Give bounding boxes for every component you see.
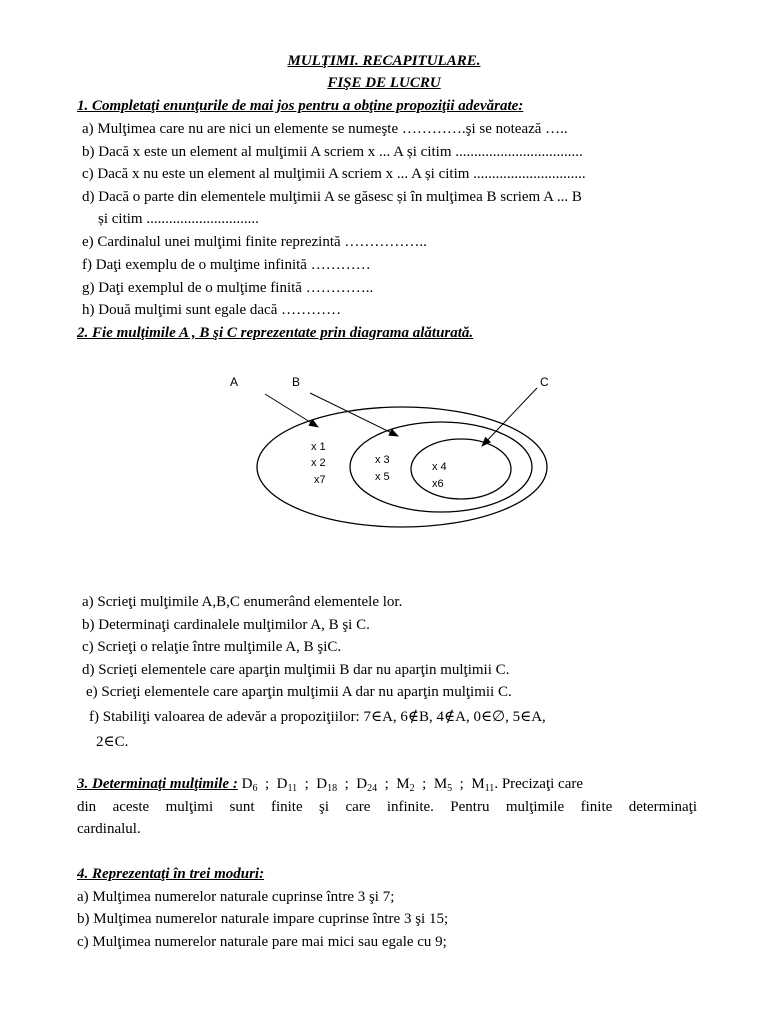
set-m11: $M_{11}$ [471, 776, 495, 794]
exercise-1-item-g: g) Daţi exemplul de o mulţime finită ………….. [82, 280, 374, 296]
element-x4: x 4 [432, 461, 447, 473]
element-x6: x6 [432, 478, 444, 490]
page-subtitle: FIŞE DE LUCRU [327, 75, 441, 91]
exercise-3-line-2: din aceste mulţimi sunt finite şi care infinite. Pentru mulţimile finite determinaţi [77, 799, 697, 815]
set-a-ellipse [257, 407, 547, 527]
arrow-b [310, 393, 398, 436]
exercise-2-heading: 2. Fie mulţimile A , B şi C reprezentate prin diagrama alăturată. [77, 325, 474, 341]
exercise-4-item-c: c) Mulţimea numerelor naturale pare mai mici sau egale cu 9; [77, 934, 447, 950]
label-set-b: B [292, 375, 301, 389]
exercise-2-item-f: f) Stabiliţi valoarea de adevăr a propoziţiilor: 7∈A, 6∉B, 4∉A, 0∈∅, 5∈A, [89, 709, 546, 725]
exercise-4-item-b: b) Mulţimea numerelor naturale impare cuprinse între 3 şi 15; [77, 911, 449, 927]
exercise-1-item-c: c) Dacă x nu este un element al mulţimii A scriem x ... A și citim .............................. [82, 166, 586, 182]
exercise-2-item-f-cont: 2∈C. [96, 734, 129, 750]
exercise-2-item-a: a) Scrieţi mulţimile A,B,C enumerând elementele lor. [82, 594, 403, 610]
exercise-2-item-e: e) Scrieţi elementele care aparţin mulţimii A dar nu aparţin mulţimii C. [86, 684, 512, 700]
set-d18: $D_{18}$ [316, 776, 338, 794]
venn-diagram [0, 360, 768, 560]
exercise-1-heading: 1. Completaţi enunţurile de mai jos pentru a obţine propoziţii adevărate: [77, 98, 524, 114]
set-c-ellipse [411, 439, 511, 499]
exercise-4-heading: 4. Reprezentaţi în trei moduri: [77, 866, 265, 882]
set-d6: $D_6$ [241, 776, 258, 794]
element-x5: x 5 [375, 471, 390, 483]
exercise-1-item-b: b) Dacă x este un element al mulţimii A scriem x ... A și citim .................................. [82, 144, 583, 160]
element-x7: x7 [314, 474, 326, 486]
exercise-1-item-a: a) Mulţimea care nu are nici un elemente se numeşte ………….şi se notează ….. [82, 121, 568, 137]
set-d11: $D_{11}$ [276, 776, 298, 794]
page-title: MULŢIMI. RECAPITULARE. [287, 53, 481, 69]
exercise-3-heading: 3. Determinaţi mulţimile : [77, 776, 238, 792]
set-m2: $M_2$ [396, 776, 415, 794]
exercise-4-item-a: a) Mulţimea numerelor naturale cuprinse între 3 şi 7; [77, 889, 395, 905]
exercise-2-item-c: c) Scrieţi o relaţie între mulţimile A, B şiC. [82, 639, 342, 655]
label-set-c: C [540, 375, 549, 389]
exercise-2-item-d: d) Scrieţi elementele care aparţin mulţimii B dar nu aparţin mulţimii C. [82, 662, 510, 678]
element-x1: x 1 [311, 441, 326, 453]
element-x2: x 2 [311, 457, 326, 469]
label-set-a: A [230, 375, 239, 389]
exercise-3-line-3: cardinalul. [77, 821, 141, 837]
set-m5: $M_5$ [433, 776, 453, 794]
set-d24: $D_{24}$ [356, 776, 378, 794]
exercise-2-item-b: b) Determinaţi cardinalele mulţimilor A, B şi C. [82, 617, 370, 633]
exercise-1-item-f: f) Daţi exemplu de o mulţime infinită ………… [82, 257, 371, 273]
exercise-1-item-e: e) Cardinalul unei mulţimi finite reprezintă …………….. [82, 234, 427, 250]
arrow-a [265, 394, 318, 427]
element-x3: x 3 [375, 454, 390, 466]
exercise-1-item-h: h) Două mulţimi sunt egale dacă ………… [82, 302, 342, 318]
exercise-1-item-d: d) Dacă o parte din elementele mulţimii A se găsesc și în mulţimea B scriem A ... B [82, 189, 582, 205]
exercise-1-item-d-cont: și citim .............................. [98, 211, 259, 227]
exercise-3-line-1: 3. Determinaţi mulţimile : $D_6$ ; $D_{11}$ ; $D_{18}$ ; $D_{24}$ ; $M_2$ ; $M_5$ ; $M_{11}$. Precizaţi care [77, 776, 584, 794]
